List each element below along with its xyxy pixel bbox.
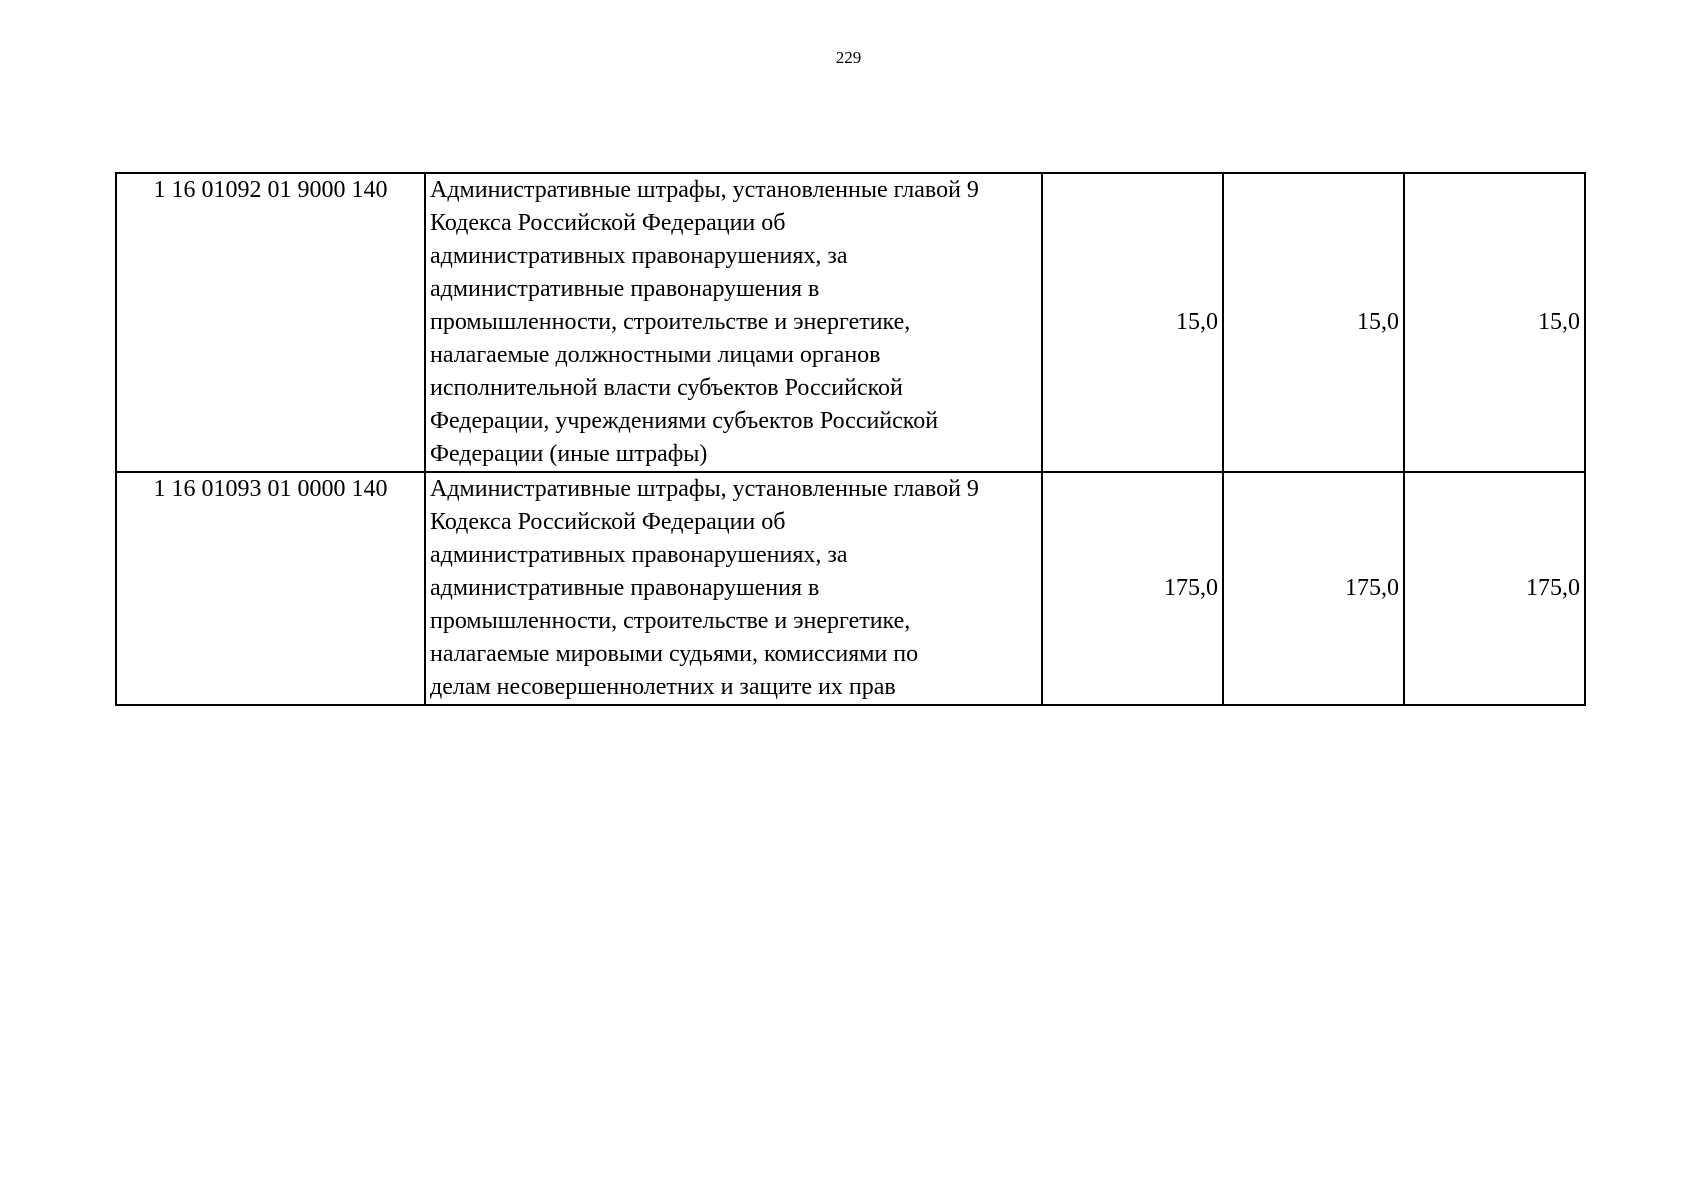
description-line: промышленности, строительстве и энергетике,	[430, 309, 911, 335]
amount-cell: 15,0	[1042, 173, 1223, 472]
page-number: 229	[835, 48, 862, 67]
table-row	[116, 173, 1585, 472]
description-cell	[425, 173, 1042, 472]
description-line: административные правонарушения в	[430, 276, 820, 302]
amount-cell: 15,0	[1404, 173, 1585, 472]
description-cell	[425, 472, 1042, 705]
description-line: административные правонарушения в	[430, 575, 820, 601]
amount-cell: 175,0	[1223, 472, 1404, 705]
amount-cell: 15,0	[1223, 173, 1404, 472]
description-line: Административные штрафы, установленные главой 9	[430, 177, 979, 203]
description-line: Административные штрафы, установленные главой 9	[430, 476, 979, 502]
description-line: административных правонарушениях, за	[430, 243, 848, 269]
description-line: делам несовершеннолетних и защите их прав	[430, 674, 896, 700]
description-line: Федерации, учреждениями субъектов Российской	[430, 408, 939, 434]
table-row	[116, 472, 1585, 705]
description-line: Кодекса Российской Федерации об	[430, 210, 786, 236]
description-line: Кодекса Российской Федерации об	[430, 509, 786, 535]
description-line: промышленности, строительстве и энергетике,	[430, 608, 911, 634]
amount-cell: 175,0	[1042, 472, 1223, 705]
budget-code-cell: 1 16 01092 01 9000 140	[116, 173, 425, 472]
description-line: Федерации (иные штрафы)	[430, 441, 708, 467]
description-line: налагаемые должностными лицами органов	[430, 342, 881, 368]
description-line: административных правонарушениях, за	[430, 542, 848, 568]
budget-code-cell: 1 16 01093 01 0000 140	[116, 472, 425, 705]
budget-table	[115, 172, 1586, 706]
description-line: налагаемые мировыми судьями, комиссиями по	[430, 641, 919, 667]
description-line: исполнительной власти субъектов Российской	[430, 375, 903, 401]
amount-cell: 175,0	[1404, 472, 1585, 705]
